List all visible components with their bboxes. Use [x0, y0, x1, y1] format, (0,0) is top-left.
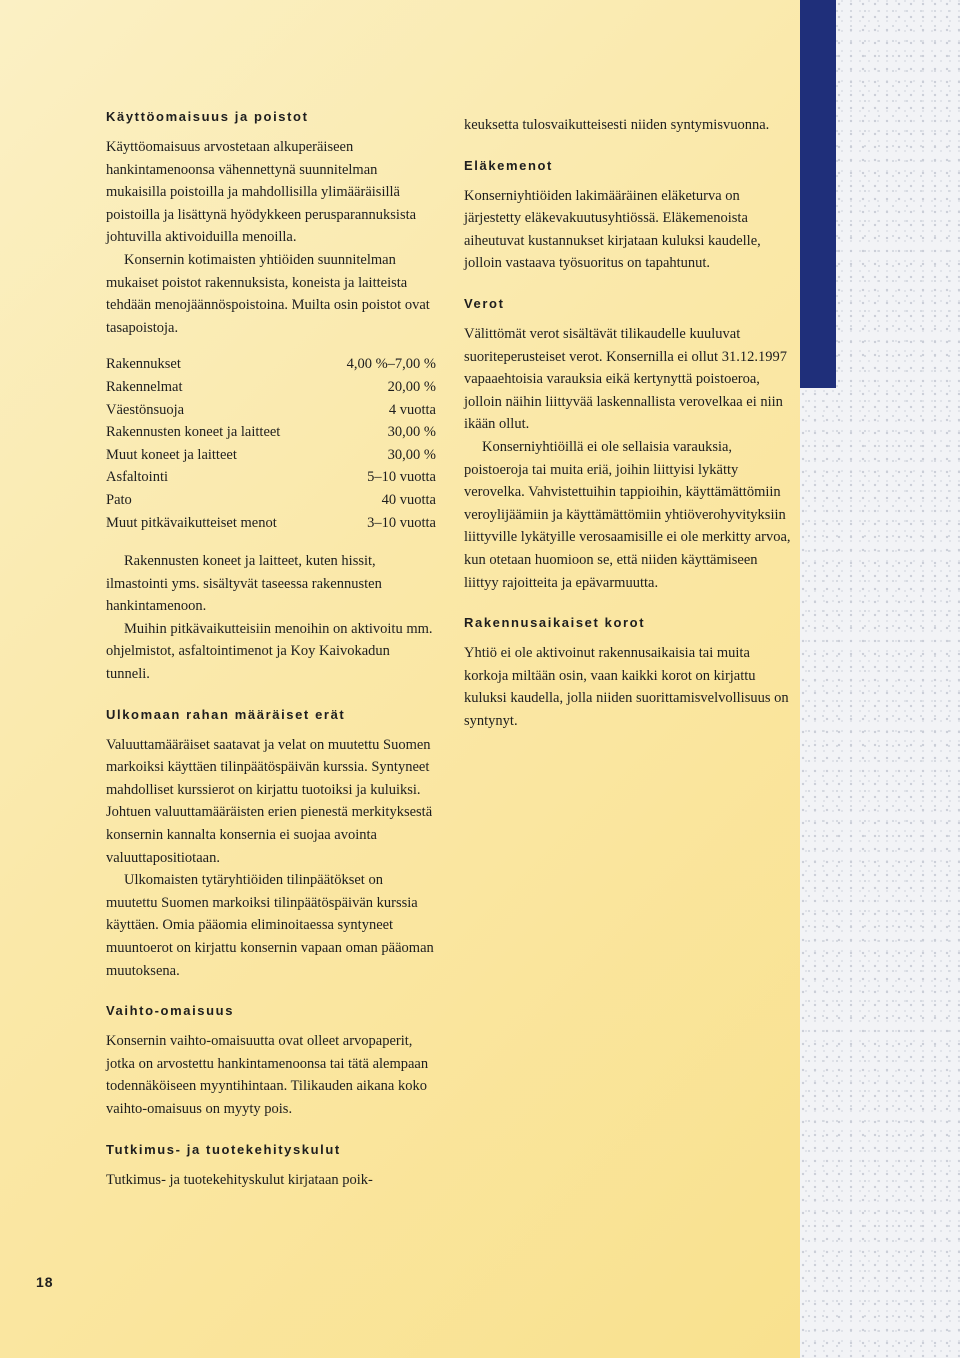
- right-column: [464, 114, 794, 732]
- paragraph: Yhtiö ei ole aktivoinut rakennusaikaisia tai muita korkoja miltään osin, vaan kaikki korot on kirjattu kuluksi kaudella, jolla niiden suorittamisvelvollisuus on syntynyt.: [464, 645, 789, 729]
- row-value: 4,00 %–7,00 %: [346, 356, 436, 373]
- table-row: [106, 444, 436, 467]
- table-row: [106, 489, 436, 512]
- row-label: Rakennelmat: [106, 378, 183, 395]
- paragraph: Konsernin vaihto-omaisuutta ovat olleet arvopaperit, jotka on arvostettu hankintamenoonsa tai tätä alempaan todennäköiseen myyntihintaan. Tilikauden aikana koko vaihto-omaisuus on myyty pois.: [106, 1033, 429, 1117]
- heading-vaihto-omaisuus: Vaihto-omaisuus: [106, 1003, 235, 1019]
- row-label: Pato: [106, 491, 132, 508]
- row-label: Väestönsuoja: [106, 401, 185, 418]
- table-row: [106, 376, 436, 399]
- row-value: 20,00 %: [387, 378, 436, 395]
- paragraph: Tutkimus- ja tuotekehityskulut kirjataan poik-: [106, 1171, 373, 1188]
- heading-rakennusaikaiset-korot: Rakennusaikaiset korot: [464, 615, 646, 631]
- row-label: Asfaltointi: [106, 469, 169, 486]
- page-number: 18: [36, 1274, 54, 1290]
- table-row: [106, 512, 436, 535]
- row-label: Muut koneet ja laitteet: [106, 446, 237, 463]
- paragraph: keuksetta tulosvaikutteisesti niiden syntymisvuonna.: [464, 117, 770, 133]
- depreciation-table: [106, 353, 436, 534]
- paragraph: Muihin pitkävaikutteisiin menoihin on aktivoitu mm. ohjelmistot, asfaltointimenot ja Koy Kaivokadun tunneli.: [106, 620, 433, 683]
- row-value: 30,00 %: [387, 424, 436, 441]
- heading-elakemenot: Eläkemenot: [464, 157, 553, 173]
- paragraph: Rakennusten koneet ja laitteet, kuten hissit, ilmastointi yms. sisältyvät taseessa rakennusten hankintamenoon.: [106, 553, 382, 615]
- row-value: 4 vuotta: [388, 401, 436, 418]
- row-value: 5–10 vuotta: [367, 469, 436, 486]
- row-value: 30,00 %: [387, 446, 436, 463]
- paragraph: Ulkomaisten tytäryhtiöiden tilinpäätökset on muutettu Suomen markoiksi tilinpäätöspäivän kurssia käyttäen. Omia pääomia eliminoitaessa syntyneet muuntoerot on kirjattu konsernin vapaan oman pääoman muutoksena.: [106, 872, 434, 979]
- table-row: [106, 466, 436, 489]
- paragraph: Käyttöomaisuus arvostetaan alkuperäiseen hankintamenoonsa vähennettynä suunnitelman mukaisilla poistoilla ja mahdollisilla ylimääräisillä poistoilla ja lisättynä hyödykkeen perusparannuksista johtuvilla aktivoiduilla menoilla.: [106, 139, 417, 246]
- row-value: 40 vuotta: [381, 491, 436, 508]
- paragraph: Konsernin kotimaisten yhtiöiden suunnitelman mukaiset poistot rakennuksista, koneista ja laitteista tehdään menojäännöspoistoina. Muilta osin poistot ovat tasapoistoja.: [106, 251, 430, 336]
- paragraph: Konserniyhtiöiden lakimääräinen eläketurva on järjestetty eläkevakuutusyhtiössä. Eläkemenoista aiheutuvat kustannukset kirjataan kuluksi kaudelle, jolloin vastaava työsuoritus on tapahtunut.: [464, 187, 761, 272]
- heading-ulkomaan-rahan: Ulkomaan rahan määräiset erät: [106, 706, 346, 722]
- row-label: Rakennukset: [106, 356, 181, 373]
- row-label: Muut pitkävaikutteiset menot: [106, 514, 277, 531]
- table-row: [106, 353, 436, 376]
- row-label: Rakennusten koneet ja laitteet: [106, 424, 281, 441]
- heading-verot: Verot: [464, 295, 505, 311]
- table-row: [106, 399, 436, 422]
- paragraph: Välittömät verot sisältävät tilikaudelle kuuluvat suoriteperusteiset verot. Konsernilla ei ollut 31.12.1997 vapaaehtoisia varauksia eikä kertynyttä poistoeroa, jolloin näihin liittyvää laskennallista verovelkaa ei niin ikään ollut.: [464, 325, 787, 433]
- paragraph: Konserniyhtiöillä ei ole sellaisia varauksia, poistoeroja tai muita eriä, joihin liittyisi lykätty verovelka. Vahvistettuihin tappioihin, käyttämättömiin veroylijäämiin ja käyttämättömiin yhtiöverohyvityksiin liittyville lykätyille verosaamisille ei ole merkitty arvoa, kun otetaan huomioon se, että niiden käyttämiseen liittyy rajoitteita ja epävarmuutta.: [464, 438, 791, 591]
- paragraph: Valuuttamääräiset saatavat ja velat on muutettu Suomen markoiksi käyttäen tilinpäätöspäivän kurssia. Syntyneet mahdolliset kurssierot on kirjattu tuotoiksi ja kuluiksi. Johtuen valuuttamääräisten erien pienestä merkityksestä konsernin kannalta konsernia ei suojaa avointa valuuttapositiotaan.: [106, 736, 433, 866]
- blue-accent-bar: [800, 0, 836, 388]
- row-value: 3–10 vuotta: [367, 514, 436, 531]
- heading-tutkimus: Tutkimus- ja tuotekehityskulut: [106, 1141, 341, 1157]
- heading-kayttoomaisuus: Käyttöomaisuus ja poistot: [106, 109, 309, 124]
- table-row: [106, 421, 436, 444]
- left-column: [106, 108, 436, 1191]
